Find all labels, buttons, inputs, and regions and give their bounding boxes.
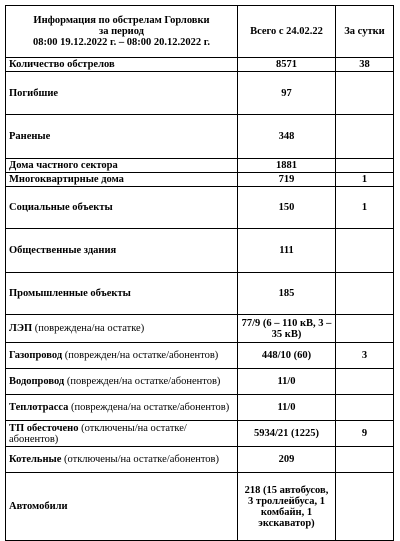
table-row (6, 395, 394, 421)
row-label-main: ТП обесточено (9, 422, 79, 434)
row-label-note: (отключены/на остатке/абонентов) (9, 422, 187, 445)
row-total: 8571 (238, 58, 336, 72)
row-label (6, 315, 238, 343)
row-label (6, 395, 238, 421)
row-day (336, 72, 394, 115)
row-label: Автомобили (6, 473, 238, 541)
row-label: Общественные здания (6, 229, 238, 273)
row-total: 218 (15 автобусов, 3 троллейбуса, 1 комбайн, 1 экскаватор) (238, 473, 336, 541)
row-label-note: (поврежден/на остатке/абонентов) (64, 376, 221, 387)
header-total: Всего с 24.02.22 (238, 6, 336, 58)
row-label-main: ЛЭП (9, 323, 33, 334)
table-row (6, 187, 394, 229)
row-day (336, 473, 394, 541)
row-label-main: Водопровод (9, 376, 65, 387)
row-total: 11/0 (238, 369, 336, 395)
row-label (6, 447, 238, 473)
row-total: 185 (238, 273, 336, 315)
row-label (6, 421, 238, 447)
row-day (336, 447, 394, 473)
row-label (6, 343, 238, 369)
table-title (6, 6, 238, 58)
table-row (6, 159, 394, 173)
table-row (6, 421, 394, 447)
table-row (6, 369, 394, 395)
row-label-note: (повреждена/на остатке/абонентов) (68, 402, 230, 413)
title-line-3: 08:00 19.12.2022 г. – 08:00 20.12.2022 г. (33, 37, 210, 48)
row-label: Погибшие (6, 72, 238, 115)
row-day (336, 273, 394, 315)
row-day (336, 229, 394, 273)
row-day: 1 (336, 173, 394, 187)
row-label-main: Теплотрасса (9, 402, 69, 413)
row-total: 448/10 (60) (238, 343, 336, 369)
table-row (6, 273, 394, 315)
row-total: 209 (238, 447, 336, 473)
row-total: 11/0 (238, 395, 336, 421)
header-day: За сутки (336, 6, 394, 58)
row-day (336, 315, 394, 343)
row-day (336, 395, 394, 421)
row-day (336, 369, 394, 395)
row-total: 111 (238, 229, 336, 273)
row-day: 3 (336, 343, 394, 369)
row-label-main: Газопровод (9, 350, 63, 361)
table-row (6, 315, 394, 343)
table-row (6, 229, 394, 273)
table-row (6, 343, 394, 369)
table-row (6, 58, 394, 72)
row-total: 77/9 (6 – 110 кВ, 3 – 35 кВ) (238, 315, 336, 343)
row-label (6, 369, 238, 395)
shelling-info-table (5, 5, 394, 541)
row-label: Раненые (6, 115, 238, 159)
row-total: 719 (238, 173, 336, 187)
row-label: Социальные объекты (6, 187, 238, 229)
row-total: 150 (238, 187, 336, 229)
row-day: 9 (336, 421, 394, 447)
row-day: 38 (336, 58, 394, 72)
row-total: 1881 (238, 159, 336, 173)
row-day: 1 (336, 187, 394, 229)
row-day (336, 159, 394, 173)
table-row (6, 173, 394, 187)
title-line-1: Информация по обстрелам Горловки (33, 15, 210, 26)
row-total: 348 (238, 115, 336, 159)
row-label: Количество обстрелов (6, 58, 238, 72)
header-row (6, 6, 394, 58)
row-label: Промышленные объекты (6, 273, 238, 315)
row-label-note: (отключены/на остатке/абонентов) (61, 454, 220, 465)
table-row (6, 447, 394, 473)
title-line-2: за период (99, 26, 144, 37)
row-day (336, 115, 394, 159)
row-total: 5934/21 (1225) (238, 421, 336, 447)
table-row (6, 115, 394, 159)
row-label: Многоквартирные дома (6, 173, 238, 187)
row-label-note: (поврежден/на остатке/абонентов) (62, 350, 219, 361)
row-label: Дома частного сектора (6, 159, 238, 173)
table-row (6, 473, 394, 541)
row-label-note: (повреждена/на остатке) (32, 323, 145, 334)
table-row (6, 72, 394, 115)
row-total: 97 (238, 72, 336, 115)
row-label-main: Котельные (9, 454, 62, 465)
